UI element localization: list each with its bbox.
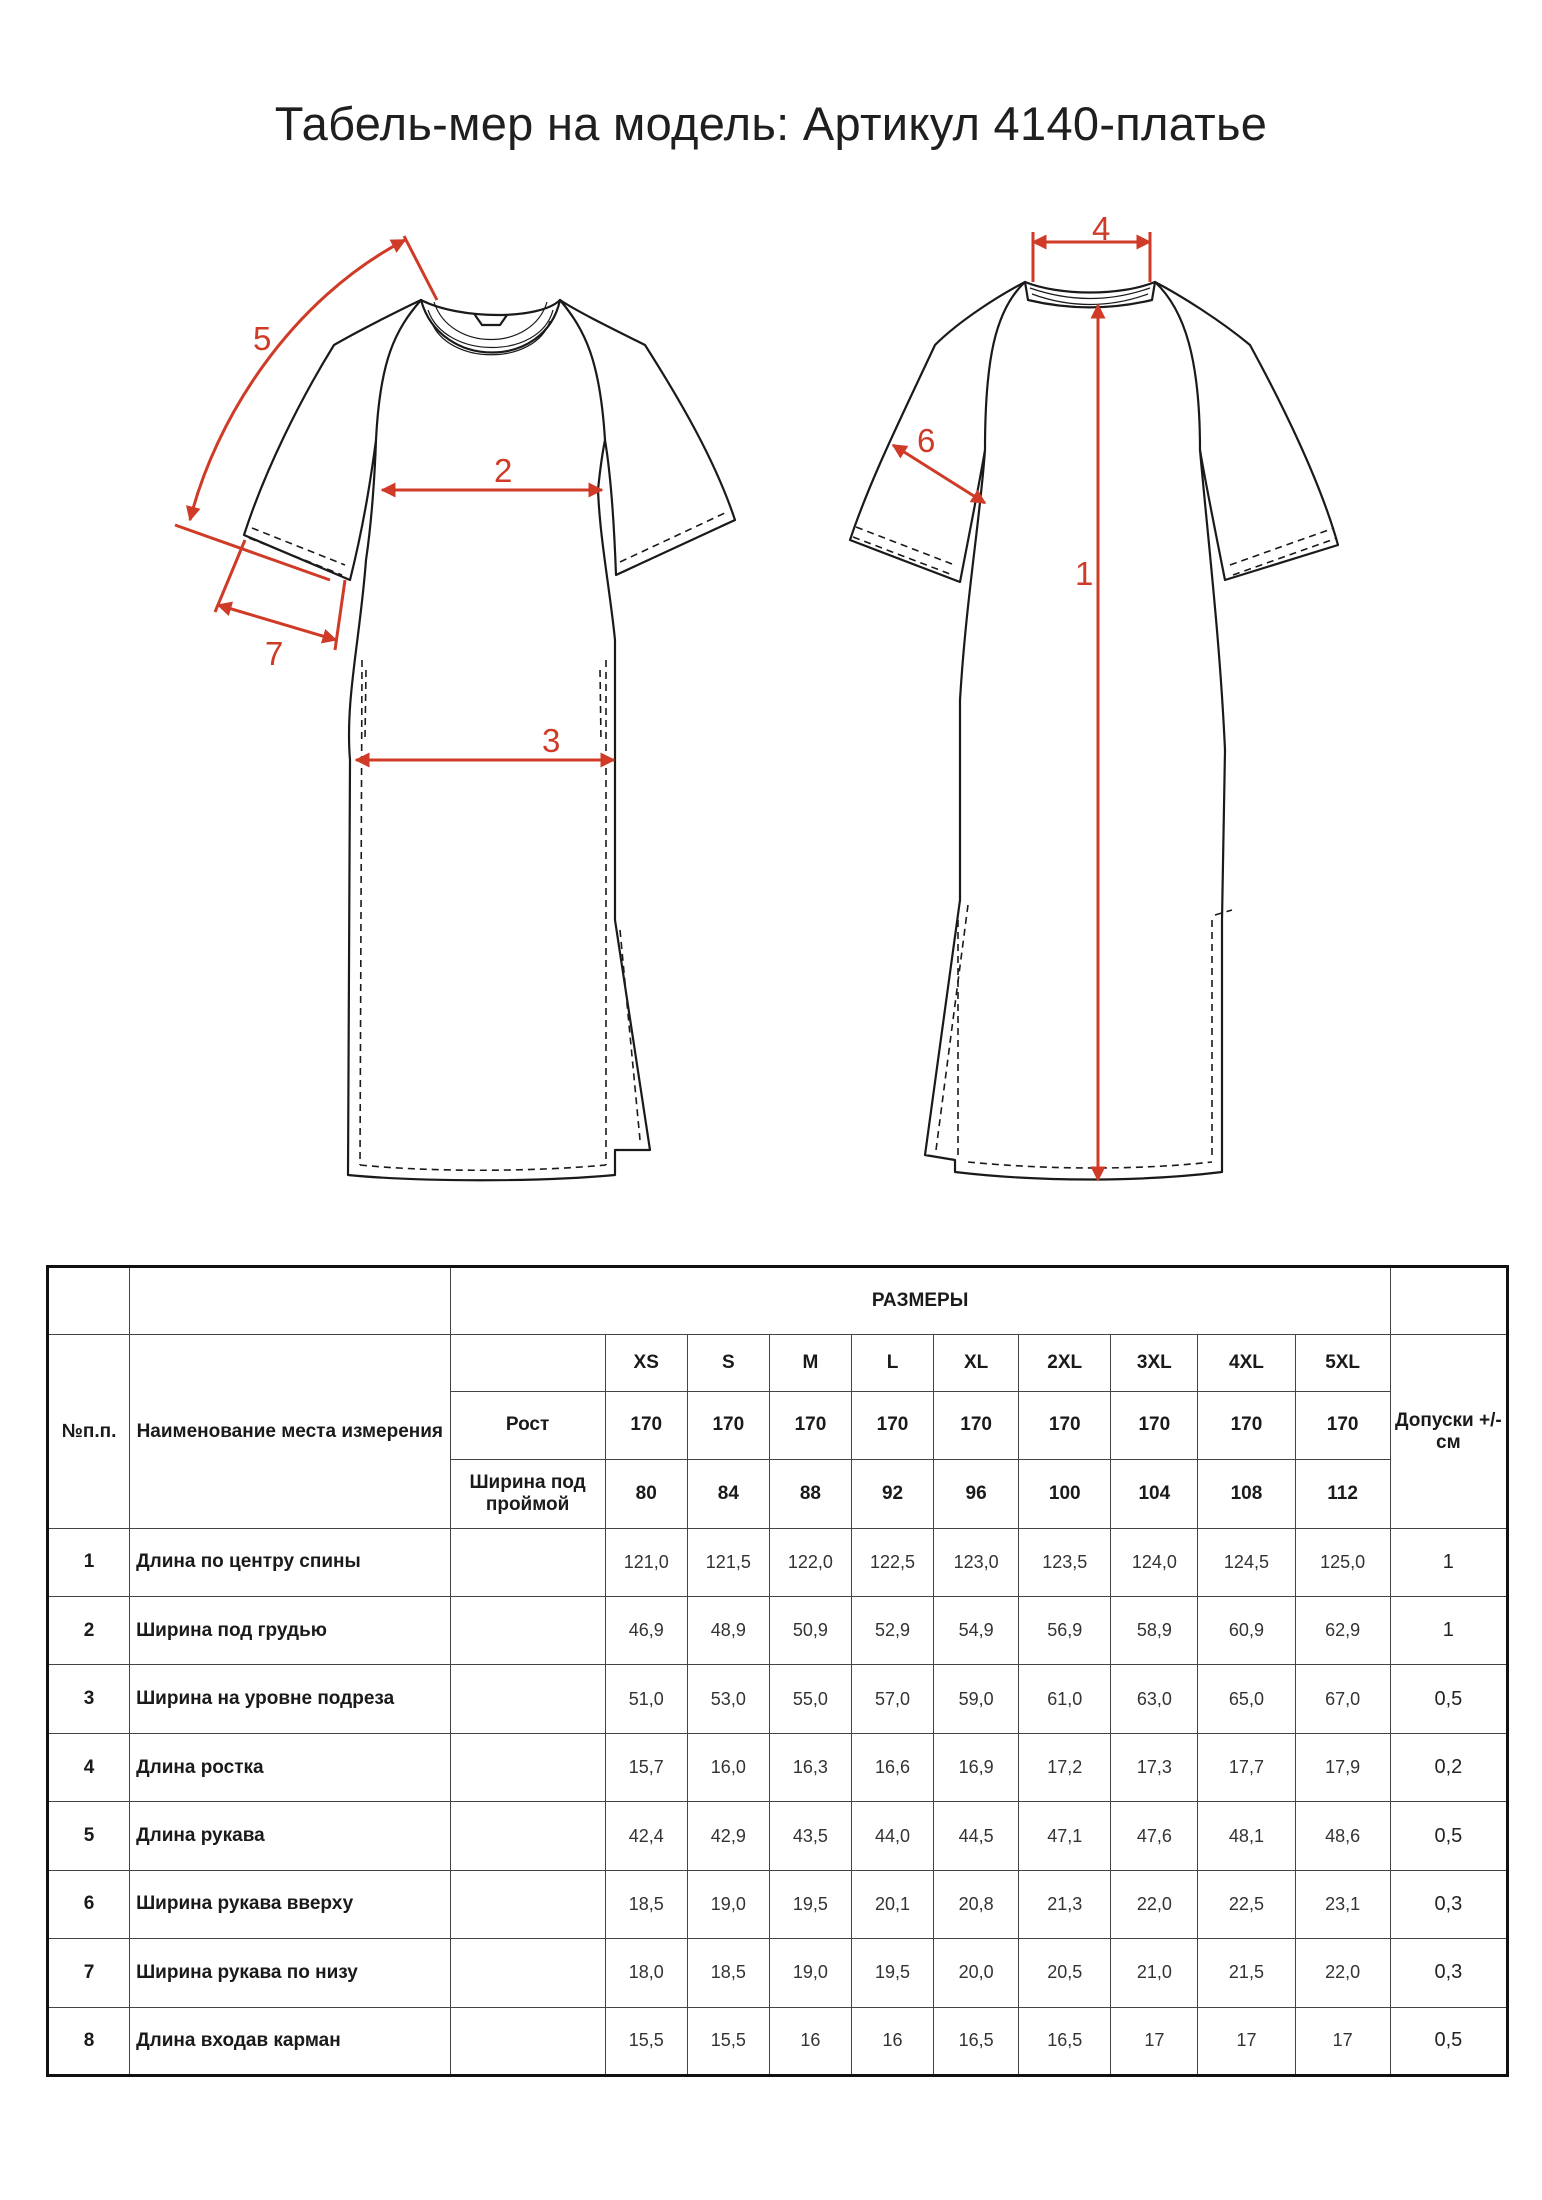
height-label: Рост	[450, 1391, 605, 1459]
size-header: L	[851, 1335, 933, 1391]
size-label-blank	[450, 1335, 605, 1391]
row-number: 1	[48, 1528, 130, 1596]
front-body-outline	[244, 300, 735, 1180]
height-value: 170	[1295, 1391, 1390, 1459]
row-value: 22,0	[1295, 1939, 1390, 2007]
row-value: 57,0	[851, 1665, 933, 1733]
row-value: 16,6	[851, 1733, 933, 1801]
row-value: 17	[1295, 2007, 1390, 2075]
row-value: 16,3	[769, 1733, 851, 1801]
table-row	[48, 1802, 1508, 1870]
row-number: 4	[48, 1733, 130, 1801]
row-blank	[450, 1528, 605, 1596]
measurement-lines	[175, 210, 1150, 1180]
row-blank	[450, 2007, 605, 2075]
row-value: 20,0	[934, 1939, 1019, 2007]
row-value: 47,6	[1111, 1802, 1198, 1870]
row-tolerance: 1	[1390, 1597, 1507, 1665]
table-row	[48, 1665, 1508, 1733]
row-value: 63,0	[1111, 1665, 1198, 1733]
row-value: 16,5	[934, 2007, 1019, 2075]
row-value: 16	[851, 2007, 933, 2075]
row-value: 43,5	[769, 1802, 851, 1870]
row-value: 42,9	[687, 1802, 769, 1870]
row-value: 54,9	[934, 1597, 1019, 1665]
size-header: S	[687, 1335, 769, 1391]
row-value: 16,5	[1019, 2007, 1111, 2075]
size-header: M	[769, 1335, 851, 1391]
row-blank	[450, 1665, 605, 1733]
row-value: 21,5	[1198, 1939, 1295, 2007]
measure-label-1: 1	[1075, 555, 1094, 592]
width-value: 100	[1019, 1460, 1111, 1528]
header-name: Наименование места измерения	[130, 1335, 450, 1528]
row-value: 56,9	[1019, 1597, 1111, 1665]
row-value: 23,1	[1295, 1870, 1390, 1938]
row-blank	[450, 1597, 605, 1665]
row-value: 20,8	[934, 1870, 1019, 1938]
row-value: 67,0	[1295, 1665, 1390, 1733]
row-number: 7	[48, 1939, 130, 2007]
height-value: 170	[605, 1391, 687, 1459]
width-value: 104	[1111, 1460, 1198, 1528]
row-number: 3	[48, 1665, 130, 1733]
back-raglan-left	[985, 282, 1025, 450]
row-value: 124,5	[1198, 1528, 1295, 1596]
row-value: 16,0	[687, 1733, 769, 1801]
row-value: 124,0	[1111, 1528, 1198, 1596]
header-blank-1	[48, 1267, 130, 1335]
row-name: Ширина на уровне подреза	[130, 1665, 450, 1733]
header-no: №п.п.	[48, 1335, 130, 1528]
row-value: 46,9	[605, 1597, 687, 1665]
row-value: 22,0	[1111, 1870, 1198, 1938]
row-value: 47,1	[1019, 1802, 1111, 1870]
header-blank-3	[1390, 1267, 1507, 1335]
row-value: 15,7	[605, 1733, 687, 1801]
row-value: 122,5	[851, 1528, 933, 1596]
row-value: 18,5	[605, 1870, 687, 1938]
measure-label-2: 2	[494, 452, 513, 489]
front-raglan-left	[376, 300, 421, 440]
back-view-drawing	[850, 282, 1338, 1180]
row-value: 16,9	[934, 1733, 1019, 1801]
height-value: 170	[934, 1391, 1019, 1459]
measure-line-6	[893, 445, 985, 503]
row-value: 16	[769, 2007, 851, 2075]
row-value: 17	[1111, 2007, 1198, 2075]
height-value: 170	[851, 1391, 933, 1459]
row-value: 15,5	[605, 2007, 687, 2075]
row-value: 22,5	[1198, 1870, 1295, 1938]
row-value: 51,0	[605, 1665, 687, 1733]
size-header: 2XL	[1019, 1335, 1111, 1391]
height-value: 170	[1111, 1391, 1198, 1459]
measurement-rows	[48, 1528, 1508, 2075]
row-value: 55,0	[769, 1665, 851, 1733]
row-value: 48,6	[1295, 1802, 1390, 1870]
size-header: 5XL	[1295, 1335, 1390, 1391]
row-value: 15,5	[687, 2007, 769, 2075]
row-value: 125,0	[1295, 1528, 1390, 1596]
row-value: 60,9	[1198, 1597, 1295, 1665]
width-value: 80	[605, 1460, 687, 1528]
row-value: 121,5	[687, 1528, 769, 1596]
row-name: Длина входав карман	[130, 2007, 450, 2075]
row-tolerance: 0,5	[1390, 1665, 1507, 1733]
row-name: Длина по центру спины	[130, 1528, 450, 1596]
row-value: 53,0	[687, 1665, 769, 1733]
table-row	[48, 1870, 1508, 1938]
height-value: 170	[769, 1391, 851, 1459]
width-value: 108	[1198, 1460, 1295, 1528]
row-value: 44,5	[934, 1802, 1019, 1870]
width-value: 96	[934, 1460, 1019, 1528]
measure-label-3: 3	[542, 722, 561, 759]
row-value: 20,5	[1019, 1939, 1111, 2007]
row-value: 62,9	[1295, 1597, 1390, 1665]
row-name: Длина ростка	[130, 1733, 450, 1801]
row-value: 19,0	[687, 1870, 769, 1938]
row-value: 48,9	[687, 1597, 769, 1665]
size-header: 4XL	[1198, 1335, 1295, 1391]
row-value: 19,5	[851, 1939, 933, 2007]
row-value: 20,1	[851, 1870, 933, 1938]
width-label: Ширина под проймой	[450, 1460, 605, 1528]
row-blank	[450, 1870, 605, 1938]
row-value: 50,9	[769, 1597, 851, 1665]
row-value: 17,7	[1198, 1733, 1295, 1801]
row-value: 122,0	[769, 1528, 851, 1596]
header-blank-2	[130, 1267, 450, 1335]
height-value: 170	[1019, 1391, 1111, 1459]
size-header: XL	[934, 1335, 1019, 1391]
row-value: 18,5	[687, 1939, 769, 2007]
measure-line-5	[190, 240, 405, 520]
back-body-outline	[850, 282, 1338, 1180]
row-number: 5	[48, 1802, 130, 1870]
row-tolerance: 1	[1390, 1528, 1507, 1596]
row-value: 61,0	[1019, 1665, 1111, 1733]
row-blank	[450, 1733, 605, 1801]
row-value: 19,0	[769, 1939, 851, 2007]
front-view-drawing	[244, 300, 735, 1180]
height-value: 170	[1198, 1391, 1295, 1459]
row-blank	[450, 1939, 605, 2007]
size-header: XS	[605, 1335, 687, 1391]
row-name: Длина рукава	[130, 1802, 450, 1870]
row-value: 59,0	[934, 1665, 1019, 1733]
row-number: 8	[48, 2007, 130, 2075]
table-row	[48, 2007, 1508, 2075]
measure-label-4: 4	[1092, 210, 1111, 247]
table-row	[48, 1939, 1508, 2007]
row-value: 17,3	[1111, 1733, 1198, 1801]
row-value: 44,0	[851, 1802, 933, 1870]
row-name: Ширина рукава вверху	[130, 1870, 450, 1938]
row-value: 123,0	[934, 1528, 1019, 1596]
measure-label-6: 6	[917, 422, 936, 459]
row-value: 42,4	[605, 1802, 687, 1870]
row-value: 17,9	[1295, 1733, 1390, 1801]
row-tolerance: 0,3	[1390, 1870, 1507, 1938]
table-row	[48, 1733, 1508, 1801]
table-row	[48, 1528, 1508, 1596]
row-tolerance: 0,2	[1390, 1733, 1507, 1801]
table-row	[48, 1597, 1508, 1665]
width-value: 88	[769, 1460, 851, 1528]
height-value: 170	[687, 1391, 769, 1459]
row-value: 58,9	[1111, 1597, 1198, 1665]
row-tolerance: 0,5	[1390, 1802, 1507, 1870]
row-name: Ширина под грудью	[130, 1597, 450, 1665]
width-value: 84	[687, 1460, 769, 1528]
row-value: 17	[1198, 2007, 1295, 2075]
row-tolerance: 0,5	[1390, 2007, 1507, 2075]
back-raglan-right	[1155, 282, 1200, 450]
row-value: 21,3	[1019, 1870, 1111, 1938]
row-tolerance: 0,3	[1390, 1939, 1507, 2007]
row-number: 2	[48, 1597, 130, 1665]
row-value: 18,0	[605, 1939, 687, 2007]
size-chart-table	[46, 1265, 1509, 2077]
page-title: Табель-мер на модель: Артикул 4140-платье	[274, 97, 1268, 150]
row-value: 123,5	[1019, 1528, 1111, 1596]
header-tolerance: Допуски +/- см	[1390, 1335, 1507, 1528]
header-sizes: РАЗМЕРЫ	[450, 1267, 1390, 1335]
row-value: 121,0	[605, 1528, 687, 1596]
row-value: 65,0	[1198, 1665, 1295, 1733]
size-header: 3XL	[1111, 1335, 1198, 1391]
measure-label-5: 5	[253, 320, 272, 357]
row-blank	[450, 1802, 605, 1870]
width-value: 112	[1295, 1460, 1390, 1528]
row-number: 6	[48, 1870, 130, 1938]
row-value: 17,2	[1019, 1733, 1111, 1801]
width-value: 92	[851, 1460, 933, 1528]
row-value: 52,9	[851, 1597, 933, 1665]
row-name: Ширина рукава по низу	[130, 1939, 450, 2007]
measure-label-7: 7	[265, 635, 284, 672]
row-value: 48,1	[1198, 1802, 1295, 1870]
row-value: 19,5	[769, 1870, 851, 1938]
row-value: 21,0	[1111, 1939, 1198, 2007]
